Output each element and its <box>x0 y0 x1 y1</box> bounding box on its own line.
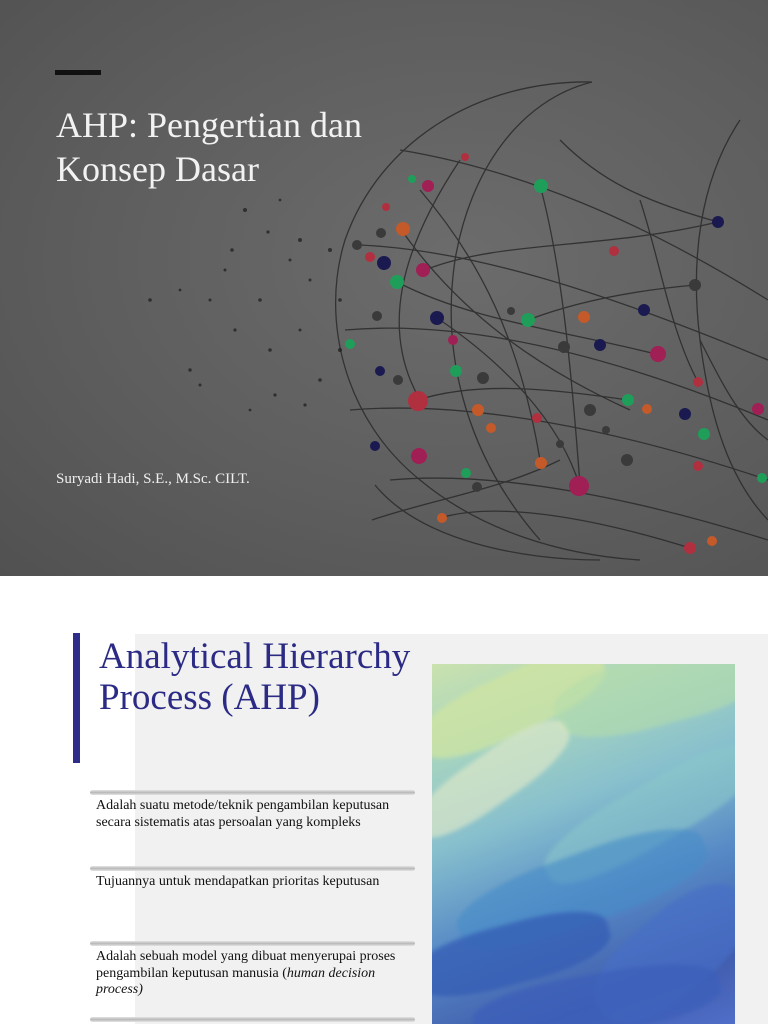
item-text: Tujuannya untuk mendapatkan prioritas keputusan <box>96 874 380 889</box>
item-divider <box>90 1017 415 1022</box>
author-name: Suryadi Hadi, S.E., M.Sc. CILT. <box>56 471 250 487</box>
item-text: Adalah suatu metode/teknik pengambilan keputusan secara sistematis atas persoalan yang kompleks <box>96 798 390 830</box>
title-accent-bar <box>55 70 101 75</box>
list-item <box>90 941 415 999</box>
item-text <box>96 949 415 999</box>
content-slide <box>0 576 768 1024</box>
heading-accent-bar <box>73 633 80 763</box>
list-item <box>90 866 415 891</box>
list-item <box>90 790 415 831</box>
item-text-italic: human decision process) <box>96 965 376 997</box>
item-divider <box>90 941 415 946</box>
slide-title: AHP: Pengertian dan Konsep Dasar <box>56 105 362 189</box>
abstract-painting-image <box>432 664 735 1024</box>
slide-heading: Analytical Hierarchy Process (AHP) <box>99 636 411 718</box>
list-item-divider-bottom <box>90 1017 415 1022</box>
item-divider <box>90 866 415 871</box>
item-text-regular: Adalah sebuah model yang dibuat menyerupai proses pengambilan keputusan manusia ( <box>96 949 396 981</box>
item-divider <box>90 790 415 795</box>
